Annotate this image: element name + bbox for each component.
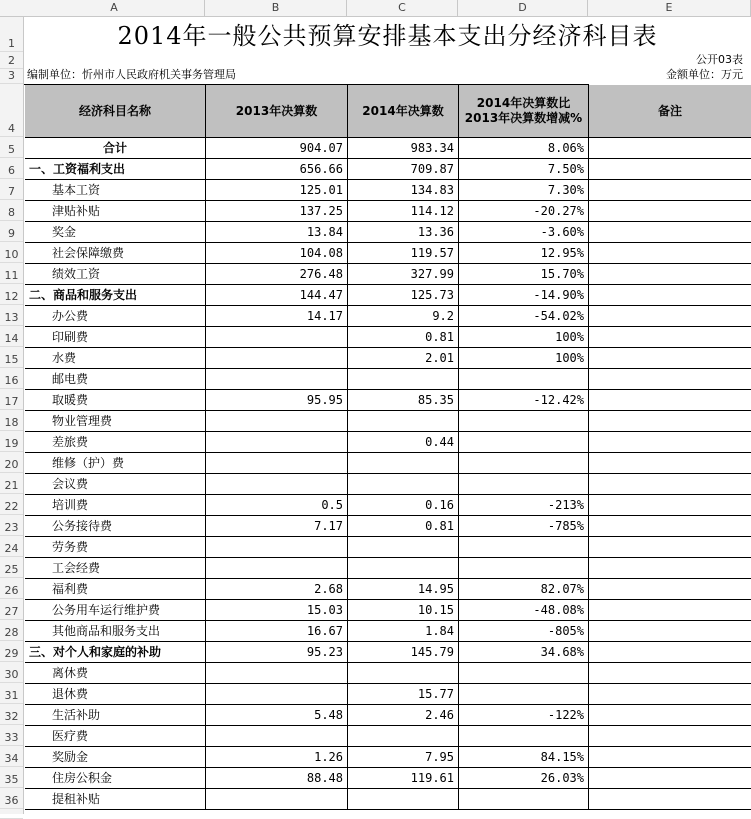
- cell-remarks[interactable]: [589, 411, 751, 432]
- cell-item-name[interactable]: 培训费: [25, 495, 206, 516]
- row-header-column: [0, 17, 24, 814]
- row-header[interactable]: 5: [0, 137, 23, 158]
- cell-item-name[interactable]: 一、工资福利支出: [25, 159, 206, 180]
- row-header[interactable]: 33: [0, 725, 23, 746]
- row-header[interactable]: 28: [0, 620, 23, 641]
- cell-2014-value[interactable]: 15.77: [348, 684, 459, 705]
- cell-2014-value[interactable]: 145.79: [348, 642, 459, 663]
- cell-remarks[interactable]: [589, 474, 751, 495]
- cell-2014-value[interactable]: 327.99: [348, 264, 459, 285]
- cell-2014-value[interactable]: [348, 663, 459, 684]
- cell-remarks[interactable]: [589, 537, 751, 558]
- row-header[interactable]: 10: [0, 242, 23, 263]
- cell-2013-value[interactable]: [206, 558, 348, 579]
- header-2013[interactable]: 2013年决算数: [206, 85, 348, 138]
- cell-change-pct[interactable]: 7.50%: [459, 159, 589, 180]
- cell-remarks[interactable]: [589, 663, 751, 684]
- row-header[interactable]: 25: [0, 557, 23, 578]
- row-header[interactable]: 24: [0, 536, 23, 557]
- cell-remarks[interactable]: [589, 495, 751, 516]
- row-header[interactable]: 21: [0, 473, 23, 494]
- row-header[interactable]: 3: [0, 69, 23, 84]
- cell-remarks[interactable]: [589, 600, 751, 621]
- cell-remarks[interactable]: [589, 138, 751, 159]
- cell-2013-value[interactable]: 95.95: [206, 390, 348, 411]
- cell-2013-value[interactable]: 13.84: [206, 222, 348, 243]
- cell-2013-value[interactable]: [206, 369, 348, 390]
- cell-2014-value[interactable]: 0.81: [348, 516, 459, 537]
- cell-item-name[interactable]: 会议费: [25, 474, 206, 495]
- cell-2013-value[interactable]: [206, 537, 348, 558]
- cell-2013-value[interactable]: 2.68: [206, 579, 348, 600]
- cell-remarks[interactable]: [589, 789, 751, 810]
- cell-item-name[interactable]: 退休费: [25, 684, 206, 705]
- row-header[interactable]: [0, 809, 23, 819]
- cell-item-name[interactable]: 津贴补贴: [25, 201, 206, 222]
- cell-2014-value[interactable]: 7.95: [348, 747, 459, 768]
- cell-item-name[interactable]: 三、对个人和家庭的补助: [25, 642, 206, 663]
- cell-2014-value[interactable]: 1.84: [348, 621, 459, 642]
- cell-change-pct[interactable]: 26.03%: [459, 768, 589, 789]
- row-header[interactable]: 22: [0, 494, 23, 515]
- cell-remarks[interactable]: [589, 390, 751, 411]
- cell-2014-value[interactable]: 119.57: [348, 243, 459, 264]
- row-header[interactable]: 12: [0, 284, 23, 305]
- row-header[interactable]: 23: [0, 515, 23, 536]
- column-header-a[interactable]: A: [24, 0, 205, 16]
- cell-2013-value[interactable]: [206, 789, 348, 810]
- cell-remarks[interactable]: [589, 306, 751, 327]
- cell-item-name[interactable]: 生活补助: [25, 705, 206, 726]
- cell-change-pct[interactable]: [459, 432, 589, 453]
- cell-2013-value[interactable]: 5.48: [206, 705, 348, 726]
- cell-item-name[interactable]: 医疗费: [25, 726, 206, 747]
- cell-change-pct[interactable]: -12.42%: [459, 390, 589, 411]
- row-header[interactable]: 34: [0, 746, 23, 767]
- form-number: 公开03表: [696, 53, 743, 66]
- sheet-title: 2014年一般公共预算安排基本支出分经济科目表: [117, 22, 658, 50]
- cell-2013-value[interactable]: [206, 663, 348, 684]
- cell-2013-value[interactable]: 144.47: [206, 285, 348, 306]
- cell-2013-value[interactable]: 137.25: [206, 201, 348, 222]
- cell-2014-value[interactable]: [348, 789, 459, 810]
- cell-change-pct[interactable]: 7.30%: [459, 180, 589, 201]
- cell-item-name[interactable]: 工会经费: [25, 558, 206, 579]
- row-header[interactable]: 1: [0, 17, 23, 52]
- cell-item-name[interactable]: 提租补贴: [25, 789, 206, 810]
- header-remarks[interactable]: 备注: [589, 85, 751, 138]
- row-header[interactable]: 4: [0, 84, 23, 137]
- cell-item-name[interactable]: 差旅费: [25, 432, 206, 453]
- cell-item-name[interactable]: 邮电费: [25, 369, 206, 390]
- cell-2014-value[interactable]: 0.44: [348, 432, 459, 453]
- cell-2013-value[interactable]: 104.08: [206, 243, 348, 264]
- row-header[interactable]: 16: [0, 368, 23, 389]
- unit-label: 金额单位：万元: [666, 68, 743, 81]
- cell-2014-value[interactable]: 983.34: [348, 138, 459, 159]
- cell-2013-value[interactable]: [206, 411, 348, 432]
- cell-item-name[interactable]: 二、商品和服务支出: [25, 285, 206, 306]
- cell-2014-value[interactable]: [348, 558, 459, 579]
- cell-remarks[interactable]: [589, 453, 751, 474]
- cell-item-name[interactable]: 绩效工资: [25, 264, 206, 285]
- row-header[interactable]: 35: [0, 767, 23, 788]
- cell-change-pct[interactable]: -20.27%: [459, 201, 589, 222]
- cell-change-pct[interactable]: 12.95%: [459, 243, 589, 264]
- cell-2014-value[interactable]: 9.2: [348, 306, 459, 327]
- cell-change-pct[interactable]: [459, 789, 589, 810]
- cell-change-pct[interactable]: -805%: [459, 621, 589, 642]
- row-header[interactable]: 20: [0, 452, 23, 473]
- cell-2014-value[interactable]: [348, 369, 459, 390]
- cell-item-name[interactable]: 福利费: [25, 579, 206, 600]
- column-header-d[interactable]: D: [458, 0, 588, 16]
- row-header[interactable]: 17: [0, 389, 23, 410]
- cell-change-pct[interactable]: -122%: [459, 705, 589, 726]
- row-header[interactable]: 15: [0, 347, 23, 368]
- cell-remarks[interactable]: [589, 285, 751, 306]
- cell-remarks[interactable]: [589, 432, 751, 453]
- column-header-e[interactable]: E: [588, 0, 751, 16]
- cell-2013-value[interactable]: [206, 726, 348, 747]
- row-header[interactable]: 9: [0, 221, 23, 242]
- cell-2013-value[interactable]: 88.48: [206, 768, 348, 789]
- cell-2013-value[interactable]: 7.17: [206, 516, 348, 537]
- cell-remarks[interactable]: [589, 579, 751, 600]
- cell-2013-value[interactable]: [206, 684, 348, 705]
- cell-remarks[interactable]: [589, 369, 751, 390]
- cell-2014-value[interactable]: 709.87: [348, 159, 459, 180]
- cell-2014-value[interactable]: [348, 411, 459, 432]
- cell-remarks[interactable]: [589, 201, 751, 222]
- column-header-b[interactable]: B: [205, 0, 347, 16]
- cell-2014-value[interactable]: 0.81: [348, 327, 459, 348]
- cell-2014-value[interactable]: 13.36: [348, 222, 459, 243]
- cell-remarks[interactable]: [589, 264, 751, 285]
- cell-change-pct[interactable]: -14.90%: [459, 285, 589, 306]
- row-header[interactable]: 19: [0, 431, 23, 452]
- cell-item-name[interactable]: 其他商品和服务支出: [25, 621, 206, 642]
- cell-remarks[interactable]: [589, 684, 751, 705]
- cell-2014-value[interactable]: [348, 453, 459, 474]
- cell-item-name[interactable]: 物业管理费: [25, 411, 206, 432]
- cell-remarks[interactable]: [589, 705, 751, 726]
- row-header[interactable]: 30: [0, 662, 23, 683]
- cell-2013-value[interactable]: 16.67: [206, 621, 348, 642]
- cell-item-name[interactable]: 水费: [25, 348, 206, 369]
- cell-2014-value[interactable]: 114.12: [348, 201, 459, 222]
- cell-change-pct[interactable]: -54.02%: [459, 306, 589, 327]
- cell-2013-value[interactable]: 125.01: [206, 180, 348, 201]
- cell-2013-value[interactable]: 904.07: [206, 138, 348, 159]
- row-header[interactable]: 29: [0, 641, 23, 662]
- cell-2013-value[interactable]: 95.23: [206, 642, 348, 663]
- data-table: [24, 84, 682, 806]
- row-header[interactable]: 8: [0, 200, 23, 221]
- cell-remarks[interactable]: [589, 159, 751, 180]
- cell-change-pct[interactable]: 84.15%: [459, 747, 589, 768]
- cell-2014-value[interactable]: 119.61: [348, 768, 459, 789]
- cell-2013-value[interactable]: [206, 327, 348, 348]
- cell-change-pct[interactable]: [459, 537, 589, 558]
- cell-change-pct[interactable]: -48.08%: [459, 600, 589, 621]
- cell-item-name[interactable]: 公务接待费: [25, 516, 206, 537]
- cell-item-name[interactable]: 基本工资: [25, 180, 206, 201]
- column-header-c[interactable]: C: [347, 0, 458, 16]
- cell-2014-value[interactable]: [348, 474, 459, 495]
- row-header[interactable]: 6: [0, 158, 23, 179]
- cell-item-name[interactable]: 取暖费: [25, 390, 206, 411]
- cell-change-pct[interactable]: 8.06%: [459, 138, 589, 159]
- cell-2014-value[interactable]: 14.95: [348, 579, 459, 600]
- cell-item-name[interactable]: 维修（护）费: [25, 453, 206, 474]
- cell-2013-value[interactable]: 656.66: [206, 159, 348, 180]
- row-header[interactable]: 36: [0, 788, 23, 809]
- cell-remarks[interactable]: [589, 747, 751, 768]
- cell-2014-value[interactable]: 85.35: [348, 390, 459, 411]
- row-header[interactable]: 14: [0, 326, 23, 347]
- cell-2013-value[interactable]: [206, 453, 348, 474]
- cell-remarks[interactable]: [589, 222, 751, 243]
- header-name[interactable]: 经济科目名称: [25, 85, 206, 138]
- cell-item-name[interactable]: 离休费: [25, 663, 206, 684]
- cell-change-pct[interactable]: 100%: [459, 327, 589, 348]
- cell-item-name[interactable]: 劳务费: [25, 537, 206, 558]
- cell-2013-value[interactable]: 15.03: [206, 600, 348, 621]
- header-change-pct[interactable]: 2014年决算数比2013年决算数增减%: [459, 85, 589, 138]
- cell-2014-value[interactable]: [348, 726, 459, 747]
- cell-2014-value[interactable]: 2.46: [348, 705, 459, 726]
- cell-remarks[interactable]: [589, 243, 751, 264]
- cell-remarks[interactable]: [589, 327, 751, 348]
- cell-change-pct[interactable]: 100%: [459, 348, 589, 369]
- row-header[interactable]: 26: [0, 578, 23, 599]
- column-header-bar: [0, 0, 751, 17]
- cell-change-pct[interactable]: 15.70%: [459, 264, 589, 285]
- cell-change-pct[interactable]: -3.60%: [459, 222, 589, 243]
- row-header[interactable]: 27: [0, 599, 23, 620]
- row-header[interactable]: 31: [0, 683, 23, 704]
- cell-item-name[interactable]: 合计: [25, 138, 206, 159]
- cell-2014-value[interactable]: 0.16: [348, 495, 459, 516]
- cell-remarks[interactable]: [589, 180, 751, 201]
- cell-2013-value[interactable]: [206, 348, 348, 369]
- cell-2013-value[interactable]: 276.48: [206, 264, 348, 285]
- row-header[interactable]: 7: [0, 179, 23, 200]
- row-header[interactable]: 13: [0, 305, 23, 326]
- cell-change-pct[interactable]: -785%: [459, 516, 589, 537]
- cell-item-name[interactable]: 住房公积金: [25, 768, 206, 789]
- cell-remarks[interactable]: [589, 768, 751, 789]
- cell-item-name[interactable]: 奖金: [25, 222, 206, 243]
- cell-remarks[interactable]: [589, 516, 751, 537]
- cell-change-pct[interactable]: [459, 474, 589, 495]
- cell-change-pct[interactable]: [459, 558, 589, 579]
- cell-2014-value[interactable]: 125.73: [348, 285, 459, 306]
- row-header[interactable]: 32: [0, 704, 23, 725]
- org-label: 编制单位：忻州市人民政府机关事务管理局: [27, 68, 236, 81]
- cell-change-pct[interactable]: [459, 369, 589, 390]
- cell-2014-value[interactable]: 134.83: [348, 180, 459, 201]
- cell-remarks[interactable]: [589, 348, 751, 369]
- cell-2013-value[interactable]: [206, 432, 348, 453]
- cell-2014-value[interactable]: 2.01: [348, 348, 459, 369]
- cell-change-pct[interactable]: [459, 453, 589, 474]
- cell-2013-value[interactable]: [206, 474, 348, 495]
- cell-change-pct[interactable]: 34.68%: [459, 642, 589, 663]
- row-header[interactable]: 18: [0, 410, 23, 431]
- row-header[interactable]: 2: [0, 52, 23, 69]
- cell-remarks[interactable]: [589, 642, 751, 663]
- cell-remarks[interactable]: [589, 726, 751, 747]
- cell-item-name[interactable]: 奖励金: [25, 747, 206, 768]
- cell-change-pct[interactable]: [459, 411, 589, 432]
- cell-2013-value[interactable]: 14.17: [206, 306, 348, 327]
- cell-remarks[interactable]: [589, 558, 751, 579]
- row-header[interactable]: 11: [0, 263, 23, 284]
- header-2014[interactable]: 2014年决算数: [348, 85, 459, 138]
- cell-change-pct[interactable]: [459, 663, 589, 684]
- cell-remarks[interactable]: [589, 621, 751, 642]
- cell-item-name[interactable]: 公务用车运行维护费: [25, 600, 206, 621]
- cell-2013-value[interactable]: 1.26: [206, 747, 348, 768]
- cell-2014-value[interactable]: 10.15: [348, 600, 459, 621]
- cell-2013-value[interactable]: 0.5: [206, 495, 348, 516]
- cell-item-name[interactable]: 办公费: [25, 306, 206, 327]
- cell-2014-value[interactable]: [348, 537, 459, 558]
- cell-change-pct[interactable]: -213%: [459, 495, 589, 516]
- cell-item-name[interactable]: 印刷费: [25, 327, 206, 348]
- cell-change-pct[interactable]: 82.07%: [459, 579, 589, 600]
- cell-change-pct[interactable]: [459, 726, 589, 747]
- cell-item-name[interactable]: 社会保障缴费: [25, 243, 206, 264]
- cell-change-pct[interactable]: [459, 684, 589, 705]
